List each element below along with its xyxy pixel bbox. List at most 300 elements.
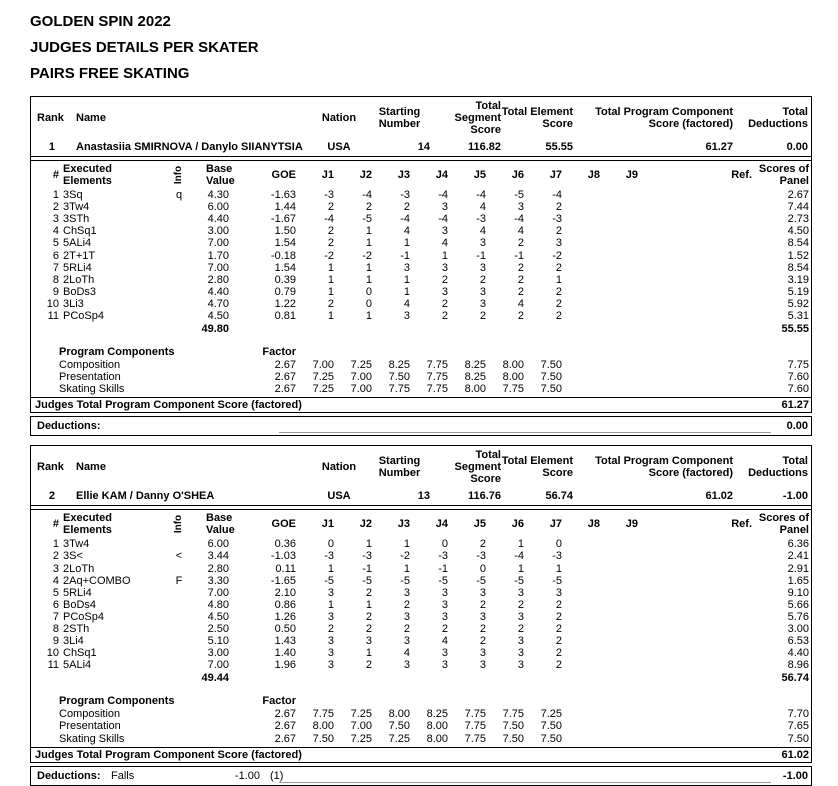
judge-score-j4: 2	[441, 297, 448, 310]
component-name: Presentation	[59, 720, 121, 733]
skater-total-element-score: 55.55	[545, 141, 573, 153]
deductions-label: Deductions:	[37, 420, 101, 433]
judge-score-j6: -4	[514, 213, 524, 226]
judge-score-j5: -4	[476, 189, 486, 202]
element-panel-score: 2.73	[787, 213, 809, 226]
judge-score-j2: 2	[365, 610, 372, 623]
judge-score-j6: 3	[517, 635, 524, 648]
judge-score-j6: 2	[517, 261, 524, 274]
element-name: BoDs3	[63, 285, 97, 298]
judge-score-j4: 2	[441, 309, 448, 322]
judge-score-j5: 3	[479, 586, 486, 599]
component-score-j2: 7.25	[350, 359, 372, 372]
element-panel-score: 5.66	[787, 598, 809, 611]
component-score-j7: 7.50	[540, 359, 562, 372]
judge-score-j2: 2	[365, 623, 372, 636]
judge-score-j2: 0	[365, 297, 372, 310]
component-score-j3: 7.25	[388, 732, 410, 745]
element-number: 1	[52, 189, 59, 202]
judge-score-j3: -4	[400, 213, 410, 226]
element-row	[31, 563, 811, 575]
element-row	[31, 538, 811, 550]
judge-score-j5: 2	[479, 623, 486, 636]
element-base-value: 6.00	[207, 201, 229, 214]
judge-header-cells	[296, 518, 638, 530]
component-score-j2: 7.00	[350, 383, 372, 396]
element-goe: -1.67	[270, 213, 296, 226]
num-label: #	[52, 169, 59, 181]
component-panel-score: 7.60	[787, 383, 809, 396]
element-goe: 0.86	[274, 598, 296, 611]
judge-score-j7: 2	[555, 659, 562, 672]
judge-score-j2: 1	[365, 598, 372, 611]
element-base-value: 7.00	[207, 237, 229, 250]
deductions-row	[30, 766, 812, 786]
element-number: 10	[46, 297, 59, 310]
judge-score-j1: 1	[327, 309, 334, 322]
component-score-j5: 7.75	[464, 720, 486, 733]
judge-score-j7: 2	[555, 261, 562, 274]
judge-label: J3	[397, 169, 410, 181]
skater-table	[30, 445, 812, 785]
judge-score-j5: 3	[479, 297, 486, 310]
judge-score-j6: 4	[517, 297, 524, 310]
nation-label: Nation	[321, 111, 357, 124]
judge-score-j4: -1	[438, 562, 448, 575]
elements-total-row	[31, 671, 811, 684]
judge-score-j4: 3	[441, 285, 448, 298]
judge-score-j6: 2	[517, 285, 524, 298]
component-score-j4: 7.75	[426, 383, 448, 396]
deduction-reason: Falls	[111, 769, 135, 782]
judge-score-j4: 4	[441, 635, 448, 648]
judge-score-j3: 3	[403, 659, 410, 672]
judge-score-j1: 2	[327, 237, 334, 250]
judge-score-j5: -5	[476, 574, 486, 587]
component-panel-score: 7.75	[787, 359, 809, 372]
total-segment-score-label: Total Segment Score	[454, 448, 501, 485]
judge-score-j7: 2	[555, 297, 562, 310]
panel-score-total: 55.55	[781, 322, 809, 335]
judge-score-j1: 3	[327, 647, 334, 660]
judge-score-j5: -3	[476, 550, 486, 563]
judges-total-row	[31, 397, 811, 412]
element-panel-score: 6.36	[787, 538, 809, 551]
panel-score-total: 56.74	[781, 671, 809, 684]
skater-total-component-score: 61.02	[705, 490, 733, 503]
judge-label: J5	[473, 169, 486, 181]
skater-row	[31, 487, 811, 505]
judge-score-j5: 2	[479, 309, 486, 322]
judge-score-j2: 1	[365, 538, 372, 551]
judge-label: J7	[549, 518, 562, 531]
element-base-value: 2.80	[207, 562, 229, 575]
judge-score-j3: 3	[403, 610, 410, 623]
element-goe: 1.50	[274, 225, 296, 238]
base-value-label: Base Value	[206, 512, 235, 537]
element-goe: 1.54	[274, 237, 296, 250]
judge-score-j2: 2	[365, 659, 372, 672]
element-name: ChSq1	[63, 647, 97, 660]
element-number: 7	[52, 610, 59, 623]
element-name: 3Sq	[63, 189, 83, 202]
element-row	[31, 249, 811, 261]
element-panel-score: 5.19	[787, 285, 809, 298]
judge-score-j6: -1	[514, 249, 524, 262]
element-number: 10	[46, 647, 59, 660]
component-rows	[31, 359, 811, 395]
element-panel-score: 2.91	[787, 562, 809, 575]
program-components-label: Program Components	[59, 694, 175, 707]
skater-total-element-score: 56.74	[545, 490, 573, 503]
judge-score-j5: 3	[479, 659, 486, 672]
element-goe: 1.54	[274, 261, 296, 274]
deduction-value: -1.00	[234, 769, 260, 782]
element-info: <	[175, 550, 183, 563]
element-name: 3Li4	[63, 635, 84, 648]
element-base-value: 7.00	[207, 586, 229, 599]
judge-score-j2: 3	[365, 635, 372, 648]
element-row	[31, 647, 811, 659]
element-number: 4	[52, 574, 59, 587]
judge-score-j5: 3	[479, 647, 486, 660]
element-panel-score: 3.19	[787, 273, 809, 286]
judge-score-j7: 1	[555, 273, 562, 286]
judge-score-j2: -5	[362, 213, 372, 226]
element-row	[31, 213, 811, 225]
element-info: F	[175, 574, 183, 587]
element-row	[31, 298, 811, 310]
component-score-j1: 7.25	[312, 383, 334, 396]
judge-score-j5: 2	[479, 598, 486, 611]
component-score-j1: 7.75	[312, 708, 334, 721]
report-title: JUDGES DETAILS PER SKATER	[30, 39, 259, 56]
element-number: 9	[52, 285, 59, 298]
element-row	[31, 575, 811, 587]
judge-score-j3: 1	[403, 285, 410, 298]
element-panel-score: 8.54	[787, 237, 809, 250]
judge-score-j7: 1	[555, 562, 562, 575]
element-base-value: 4.80	[207, 598, 229, 611]
component-score-j5: 7.75	[464, 732, 486, 745]
judge-score-j5: 3	[479, 261, 486, 274]
judge-score-j6: -5	[514, 574, 524, 587]
element-number: 8	[52, 273, 59, 286]
judge-score-j4: 1	[441, 249, 448, 262]
component-score-j6: 7.50	[502, 732, 524, 745]
element-name: 2T+1T	[63, 249, 96, 262]
component-score-j2: 7.00	[350, 371, 372, 384]
component-score-j6: 7.50	[502, 720, 524, 733]
component-row	[31, 371, 811, 383]
judge-score-j7: 3	[555, 237, 562, 250]
element-base-value: 2.50	[207, 623, 229, 636]
element-name: 5RLi4	[63, 586, 92, 599]
starting-number-label: Starting Number	[378, 454, 421, 479]
judge-score-j3: -2	[400, 550, 410, 563]
element-number: 9	[52, 635, 59, 648]
element-panel-score: 5.31	[787, 309, 809, 322]
judge-score-j3: 3	[403, 261, 410, 274]
element-panel-score: 5.92	[787, 297, 809, 310]
elements-total-row	[31, 322, 811, 335]
judge-score-j5: 2	[479, 538, 486, 551]
element-panel-score: 4.40	[787, 647, 809, 660]
component-score-j5: 7.75	[464, 708, 486, 721]
judge-score-j3: 3	[403, 586, 410, 599]
component-score-j6: 7.75	[502, 708, 524, 721]
judge-score-j4: 0	[441, 538, 448, 551]
total-component-score-label: Total Program Component Score (factored)	[595, 105, 733, 130]
deductions-row	[30, 416, 812, 436]
judge-score-j3: 2	[403, 598, 410, 611]
judge-score-j1: 3	[327, 586, 334, 599]
element-goe: -1.03	[270, 550, 296, 563]
factor-label: Factor	[262, 345, 296, 358]
judge-score-j1: -2	[324, 249, 334, 262]
judge-score-j1: 0	[327, 538, 334, 551]
element-number: 4	[52, 225, 59, 238]
element-number: 2	[52, 550, 59, 563]
total-element-score-label: Total Element Score	[501, 105, 573, 130]
judge-score-j7: 2	[555, 225, 562, 238]
element-goe: 0.81	[274, 309, 296, 322]
element-row	[31, 286, 811, 298]
program-components-label: Program Components	[59, 345, 175, 358]
component-row	[31, 383, 811, 395]
judge-score-j4: 3	[441, 659, 448, 672]
judge-score-j5: 4	[479, 201, 486, 214]
judge-score-j1: 1	[327, 285, 334, 298]
judge-score-j7: -4	[552, 189, 562, 202]
judge-score-j2: 1	[365, 309, 372, 322]
element-base-value: 3.44	[207, 550, 229, 563]
element-panel-score: 8.96	[787, 659, 809, 672]
elements-header	[31, 161, 811, 189]
judge-score-j7: 2	[555, 623, 562, 636]
judge-score-j4: 4	[441, 237, 448, 250]
element-name: ChSq1	[63, 225, 97, 238]
judge-score-j7: -3	[552, 550, 562, 563]
element-row	[31, 550, 811, 562]
element-goe: 0.36	[274, 538, 296, 551]
judge-score-j4: 2	[441, 623, 448, 636]
judge-score-j1: 1	[327, 273, 334, 286]
element-name: PCoSp4	[63, 309, 104, 322]
program-components-section	[31, 693, 811, 761]
component-name: Presentation	[59, 371, 121, 384]
element-row	[31, 274, 811, 286]
judge-score-j4: 3	[441, 261, 448, 274]
element-name: 2Aq+COMBO	[63, 574, 131, 587]
element-base-value: 4.50	[207, 309, 229, 322]
judge-label: J2	[359, 169, 372, 181]
component-score-j7: 7.50	[540, 383, 562, 396]
ref-label: Ref.	[731, 518, 752, 531]
program-components-header	[31, 344, 811, 359]
element-panel-score: 3.00	[787, 623, 809, 636]
element-row	[31, 635, 811, 647]
component-name: Skating Skills	[59, 732, 125, 745]
component-score-j3: 7.50	[388, 720, 410, 733]
judge-score-j4: 3	[441, 610, 448, 623]
element-name: PCoSp4	[63, 610, 104, 623]
skater-row	[31, 138, 811, 156]
judge-score-j2: 1	[365, 237, 372, 250]
rank-label: Rank	[37, 111, 64, 124]
judge-score-j7: 2	[555, 598, 562, 611]
judges-total-row	[31, 747, 811, 762]
element-name: 3S<	[63, 550, 83, 563]
executed-elements-label: Executed Elements	[63, 512, 112, 537]
judge-score-j1: 2	[327, 623, 334, 636]
judge-score-j7: 3	[555, 586, 562, 599]
judge-score-j6: 2	[517, 598, 524, 611]
element-goe: 2.10	[274, 586, 296, 599]
element-panel-score: 2.41	[787, 550, 809, 563]
component-row	[31, 720, 811, 732]
judge-score-j5: 2	[479, 635, 486, 648]
judge-score-j4: 2	[441, 273, 448, 286]
judge-score-j1: 3	[327, 659, 334, 672]
segment-title: PAIRS FREE SKATING	[30, 65, 190, 82]
judge-label: J3	[397, 518, 410, 531]
rank-header	[31, 97, 811, 138]
element-base-value: 4.40	[207, 213, 229, 226]
skater-nation: USA	[327, 490, 351, 503]
component-score-j7: 7.25	[540, 708, 562, 721]
judge-score-j5: -3	[476, 213, 486, 226]
element-panel-score: 8.54	[787, 261, 809, 274]
element-base-value: 3.30	[207, 574, 229, 587]
judge-score-j3: 4	[403, 647, 410, 660]
total-segment-score-label: Total Segment Score	[454, 99, 501, 136]
judge-score-j5: 4	[479, 225, 486, 238]
element-goe: 1.26	[274, 610, 296, 623]
element-base-value: 4.70	[207, 297, 229, 310]
judge-score-j6: 1	[517, 538, 524, 551]
deduction-total: 0.00	[786, 420, 808, 433]
component-score-j4: 7.75	[426, 359, 448, 372]
judge-score-j4: -3	[438, 550, 448, 563]
component-score-j7: 7.50	[540, 371, 562, 384]
judge-score-j3: 3	[403, 309, 410, 322]
judge-label: J6	[511, 169, 524, 181]
judge-score-j4: 3	[441, 647, 448, 660]
component-score-j6: 8.00	[502, 371, 524, 384]
program-components-header	[31, 693, 811, 708]
component-score-j3: 8.00	[388, 708, 410, 721]
element-panel-score: 6.53	[787, 635, 809, 648]
element-number: 5	[52, 586, 59, 599]
base-value-total: 49.44	[201, 671, 229, 684]
judge-score-j7: 2	[555, 285, 562, 298]
element-row	[31, 201, 811, 213]
element-number: 5	[52, 237, 59, 250]
element-name: 2LoTh	[63, 562, 95, 575]
judge-score-j4: 3	[441, 201, 448, 214]
component-score-j5: 8.25	[464, 359, 486, 372]
component-panel-score: 7.50	[787, 732, 809, 745]
judge-score-j7: -3	[552, 213, 562, 226]
rank-header	[31, 446, 811, 487]
total-element-score-label: Total Element Score	[501, 454, 573, 479]
judge-score-j2: -3	[362, 550, 372, 563]
judge-label: J4	[435, 518, 448, 531]
deduction-underline	[279, 432, 771, 433]
component-score-j7: 7.50	[540, 720, 562, 733]
element-number: 2	[52, 201, 59, 214]
judge-score-j6: 2	[517, 623, 524, 636]
component-factor: 2.67	[274, 371, 296, 384]
judge-score-j1: -4	[324, 213, 334, 226]
judge-score-j7: 0	[555, 538, 562, 551]
skater-total-segment-score: 116.82	[467, 141, 501, 153]
starting-number-label: Starting Number	[378, 105, 421, 130]
element-goe: 1.40	[274, 647, 296, 660]
element-goe: -1.63	[270, 189, 296, 202]
component-score-j7: 7.50	[540, 732, 562, 745]
component-name: Composition	[59, 708, 121, 721]
judge-score-j2: 1	[365, 647, 372, 660]
element-number: 7	[52, 261, 59, 274]
element-row	[31, 659, 811, 671]
element-name: 3Tw4	[63, 538, 90, 551]
component-score-j2: 7.00	[350, 720, 372, 733]
element-name: 5ALi4	[63, 659, 92, 672]
program-components-section	[31, 344, 811, 412]
element-goe: 1.44	[274, 201, 296, 214]
goe-label: GOE	[271, 518, 296, 531]
element-goe: 1.43	[274, 635, 296, 648]
component-score-j6: 8.00	[502, 359, 524, 372]
judge-score-j6: 3	[517, 201, 524, 214]
skater-name: Ellie KAM / Danny O'SHEA	[76, 490, 215, 503]
element-panel-score: 1.52	[787, 249, 809, 262]
judge-score-j7: 2	[555, 201, 562, 214]
element-row	[31, 237, 811, 249]
deduction-count: (1)	[270, 769, 284, 782]
skater-score-box	[30, 445, 812, 762]
component-score-j5: 8.00	[464, 383, 486, 396]
component-factor: 2.67	[274, 383, 296, 396]
judge-label: J8	[587, 169, 600, 181]
judge-score-j6: 1	[517, 562, 524, 575]
component-score-j3: 7.50	[388, 371, 410, 384]
judge-score-j6: 3	[517, 586, 524, 599]
element-panel-score: 1.65	[787, 574, 809, 587]
element-row	[31, 225, 811, 237]
component-score-j4: 8.00	[426, 720, 448, 733]
element-name: 2LoTh	[63, 273, 95, 286]
skater-total-deductions: -1.00	[782, 490, 808, 503]
element-row	[31, 623, 811, 635]
element-name: BoDs4	[63, 598, 97, 611]
judge-score-j2: 2	[365, 201, 372, 214]
element-goe: 0.50	[274, 623, 296, 636]
judge-score-j3: 2	[403, 201, 410, 214]
judge-score-j1: 2	[327, 225, 334, 238]
judge-score-j4: -4	[438, 213, 448, 226]
element-goe: 0.39	[274, 273, 296, 286]
judges-total-label: Judges Total Program Component Score (factored)	[35, 748, 302, 761]
judge-score-j1: 2	[327, 297, 334, 310]
judge-score-j2: 1	[365, 261, 372, 274]
element-goe: 0.11	[275, 562, 296, 575]
judge-score-j4: 3	[441, 598, 448, 611]
name-label: Name	[76, 111, 106, 124]
judge-score-j3: 2	[403, 623, 410, 636]
